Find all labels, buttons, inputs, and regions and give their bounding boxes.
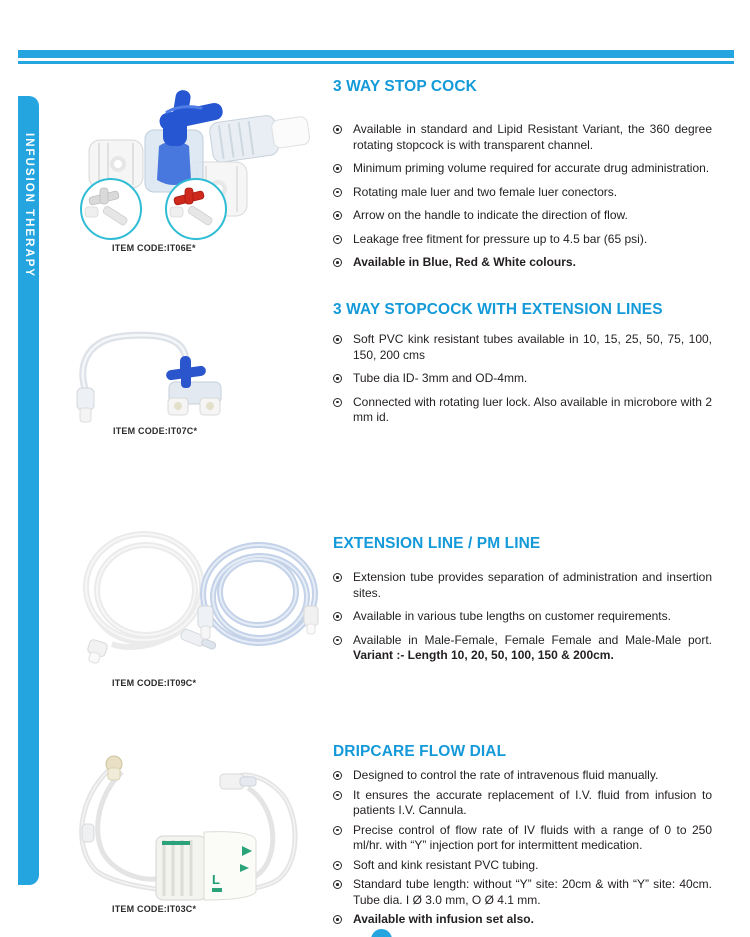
item-code-3: ITEM CODE:IT09C* (112, 678, 197, 688)
sidebar-category-label: INFUSION THERAPY (23, 133, 35, 279)
bullet-item (333, 255, 712, 271)
bullet-item (333, 609, 712, 625)
bullet-text: Available in standard and Lipid Resistant Variant, the 360 degree rotating stopcock is with transparent channel. (353, 122, 712, 152)
sidebar-category-tab (18, 96, 39, 885)
section-3-way-stop-cock (333, 78, 712, 271)
section-heading: DRIPCARE FLOW DIAL (333, 743, 507, 760)
bullet-text: Designed to control the rate of intravenous fluid manually. (353, 768, 659, 782)
bullet-text: Precise control of flow rate of IV fluids with a range of 0 to 250 ml/hr. with “Y” injection port for intermittent medication. (353, 822, 712, 852)
bullet-list (333, 570, 712, 664)
bullet-icon (333, 826, 342, 835)
bullet-icon (333, 125, 342, 134)
bullet-text: Available in Blue, Red & White colours. (353, 255, 576, 269)
section-extension-line-pm-line (333, 535, 712, 664)
bullet-icon (333, 915, 342, 924)
bullet-item (333, 161, 712, 177)
bullet-text: Available with infusion set also. (353, 912, 534, 926)
bullet-icon (333, 880, 342, 889)
bullet-text: Available in Male-Female, Female Female and Male-Male port. Variant :- Length 10, 20, 50, 100, 150 & 200cm. (353, 632, 712, 662)
bullet-item (333, 185, 712, 201)
item-code-2: ITEM CODE:IT07C* (113, 426, 198, 436)
bullet-icon (333, 791, 342, 800)
bullet-icon (333, 374, 342, 383)
bullet-item (333, 768, 712, 784)
product-image-dripcare-flow-dial (52, 748, 332, 906)
bullet-item (333, 912, 712, 928)
bullet-text: Connected with rotating luer lock. Also available in microbore with 2 mm id. (353, 394, 712, 424)
bullet-text: Soft PVC kink resistant tubes available in 10, 15, 25, 50, 75, 100, 150, 200 cms (353, 332, 712, 362)
bullet-text: Extension tube provides separation of administration and insertion sites. (353, 570, 712, 600)
bullet-icon (333, 335, 342, 344)
section-heading: 3 WAY STOP COCK (333, 78, 477, 95)
top-rule-thick (18, 50, 734, 58)
bullet-list (333, 122, 712, 271)
bullet-item (333, 122, 712, 153)
bullet-text: Rotating male luer and two female luer conectors. (353, 184, 618, 199)
bullet-text: Soft and kink resistant PVC tubing. (353, 857, 539, 872)
bullet-text: Available in various tube lengths on customer requirements. (353, 609, 671, 623)
bullet-list (333, 332, 712, 426)
bullet-item (333, 570, 712, 601)
bullet-icon (333, 612, 342, 621)
bullet-item (333, 858, 712, 874)
bullet-item (333, 788, 712, 819)
bullet-item (333, 332, 712, 363)
section-3-way-stopcock-extension-lines (333, 301, 712, 426)
product-image-extension-line-coils (52, 522, 332, 677)
bullet-icon (333, 188, 342, 197)
bullet-icon (333, 771, 342, 780)
bullet-text: Tube dia ID- 3mm and OD-4mm. (353, 371, 528, 385)
bullet-icon (333, 573, 342, 582)
bullet-icon (333, 211, 342, 220)
item-code-1: ITEM CODE:IT06E* (112, 243, 196, 253)
bullet-icon (333, 398, 342, 407)
bullet-text: Leakage free fitment for pressure up to 4.5 bar (65 psi). (353, 231, 648, 246)
section-heading: EXTENSION LINE / PM LINE (333, 535, 541, 552)
bullet-icon (333, 861, 342, 870)
bullet-text: Minimum priming volume required for accurate drug administration. (353, 161, 710, 175)
bullet-text: Arrow on the handle to indicate the direction of flow. (353, 208, 628, 222)
bullet-icon (333, 235, 342, 244)
bullet-item (333, 877, 712, 908)
bullet-item (333, 208, 712, 224)
svg-text:L: L (212, 872, 220, 887)
bullet-item (333, 633, 712, 664)
bullet-icon (333, 164, 342, 173)
section-heading: 3 WAY STOPCOCK WITH EXTENSION LINES (333, 301, 663, 318)
bullet-item (333, 232, 712, 248)
bullet-item (333, 395, 712, 426)
top-rule-thin (18, 61, 734, 64)
page-number-dot (371, 929, 392, 937)
product-image-stopcock-extension-line (66, 330, 246, 430)
bullet-icon (333, 258, 342, 267)
item-code-4: ITEM CODE:IT03C* (112, 904, 197, 914)
bullet-text: It ensures the accurate replacement of I.V. fluid from infusion to patients I.V. Cannula. (353, 787, 712, 817)
bullet-text: Standard tube length: without “Y” site: 20cm & with “Y” site: 40cm. Tube dia. I Ø 3.0 mm, O Ø 4.1 mm. (353, 877, 712, 907)
bullet-item (333, 823, 712, 854)
section-dripcare-flow-dial (333, 743, 712, 928)
bullet-list (333, 768, 712, 928)
bullet-item (333, 371, 712, 387)
bullet-icon (333, 636, 342, 645)
product-image-3-way-stop-cock (75, 88, 315, 243)
